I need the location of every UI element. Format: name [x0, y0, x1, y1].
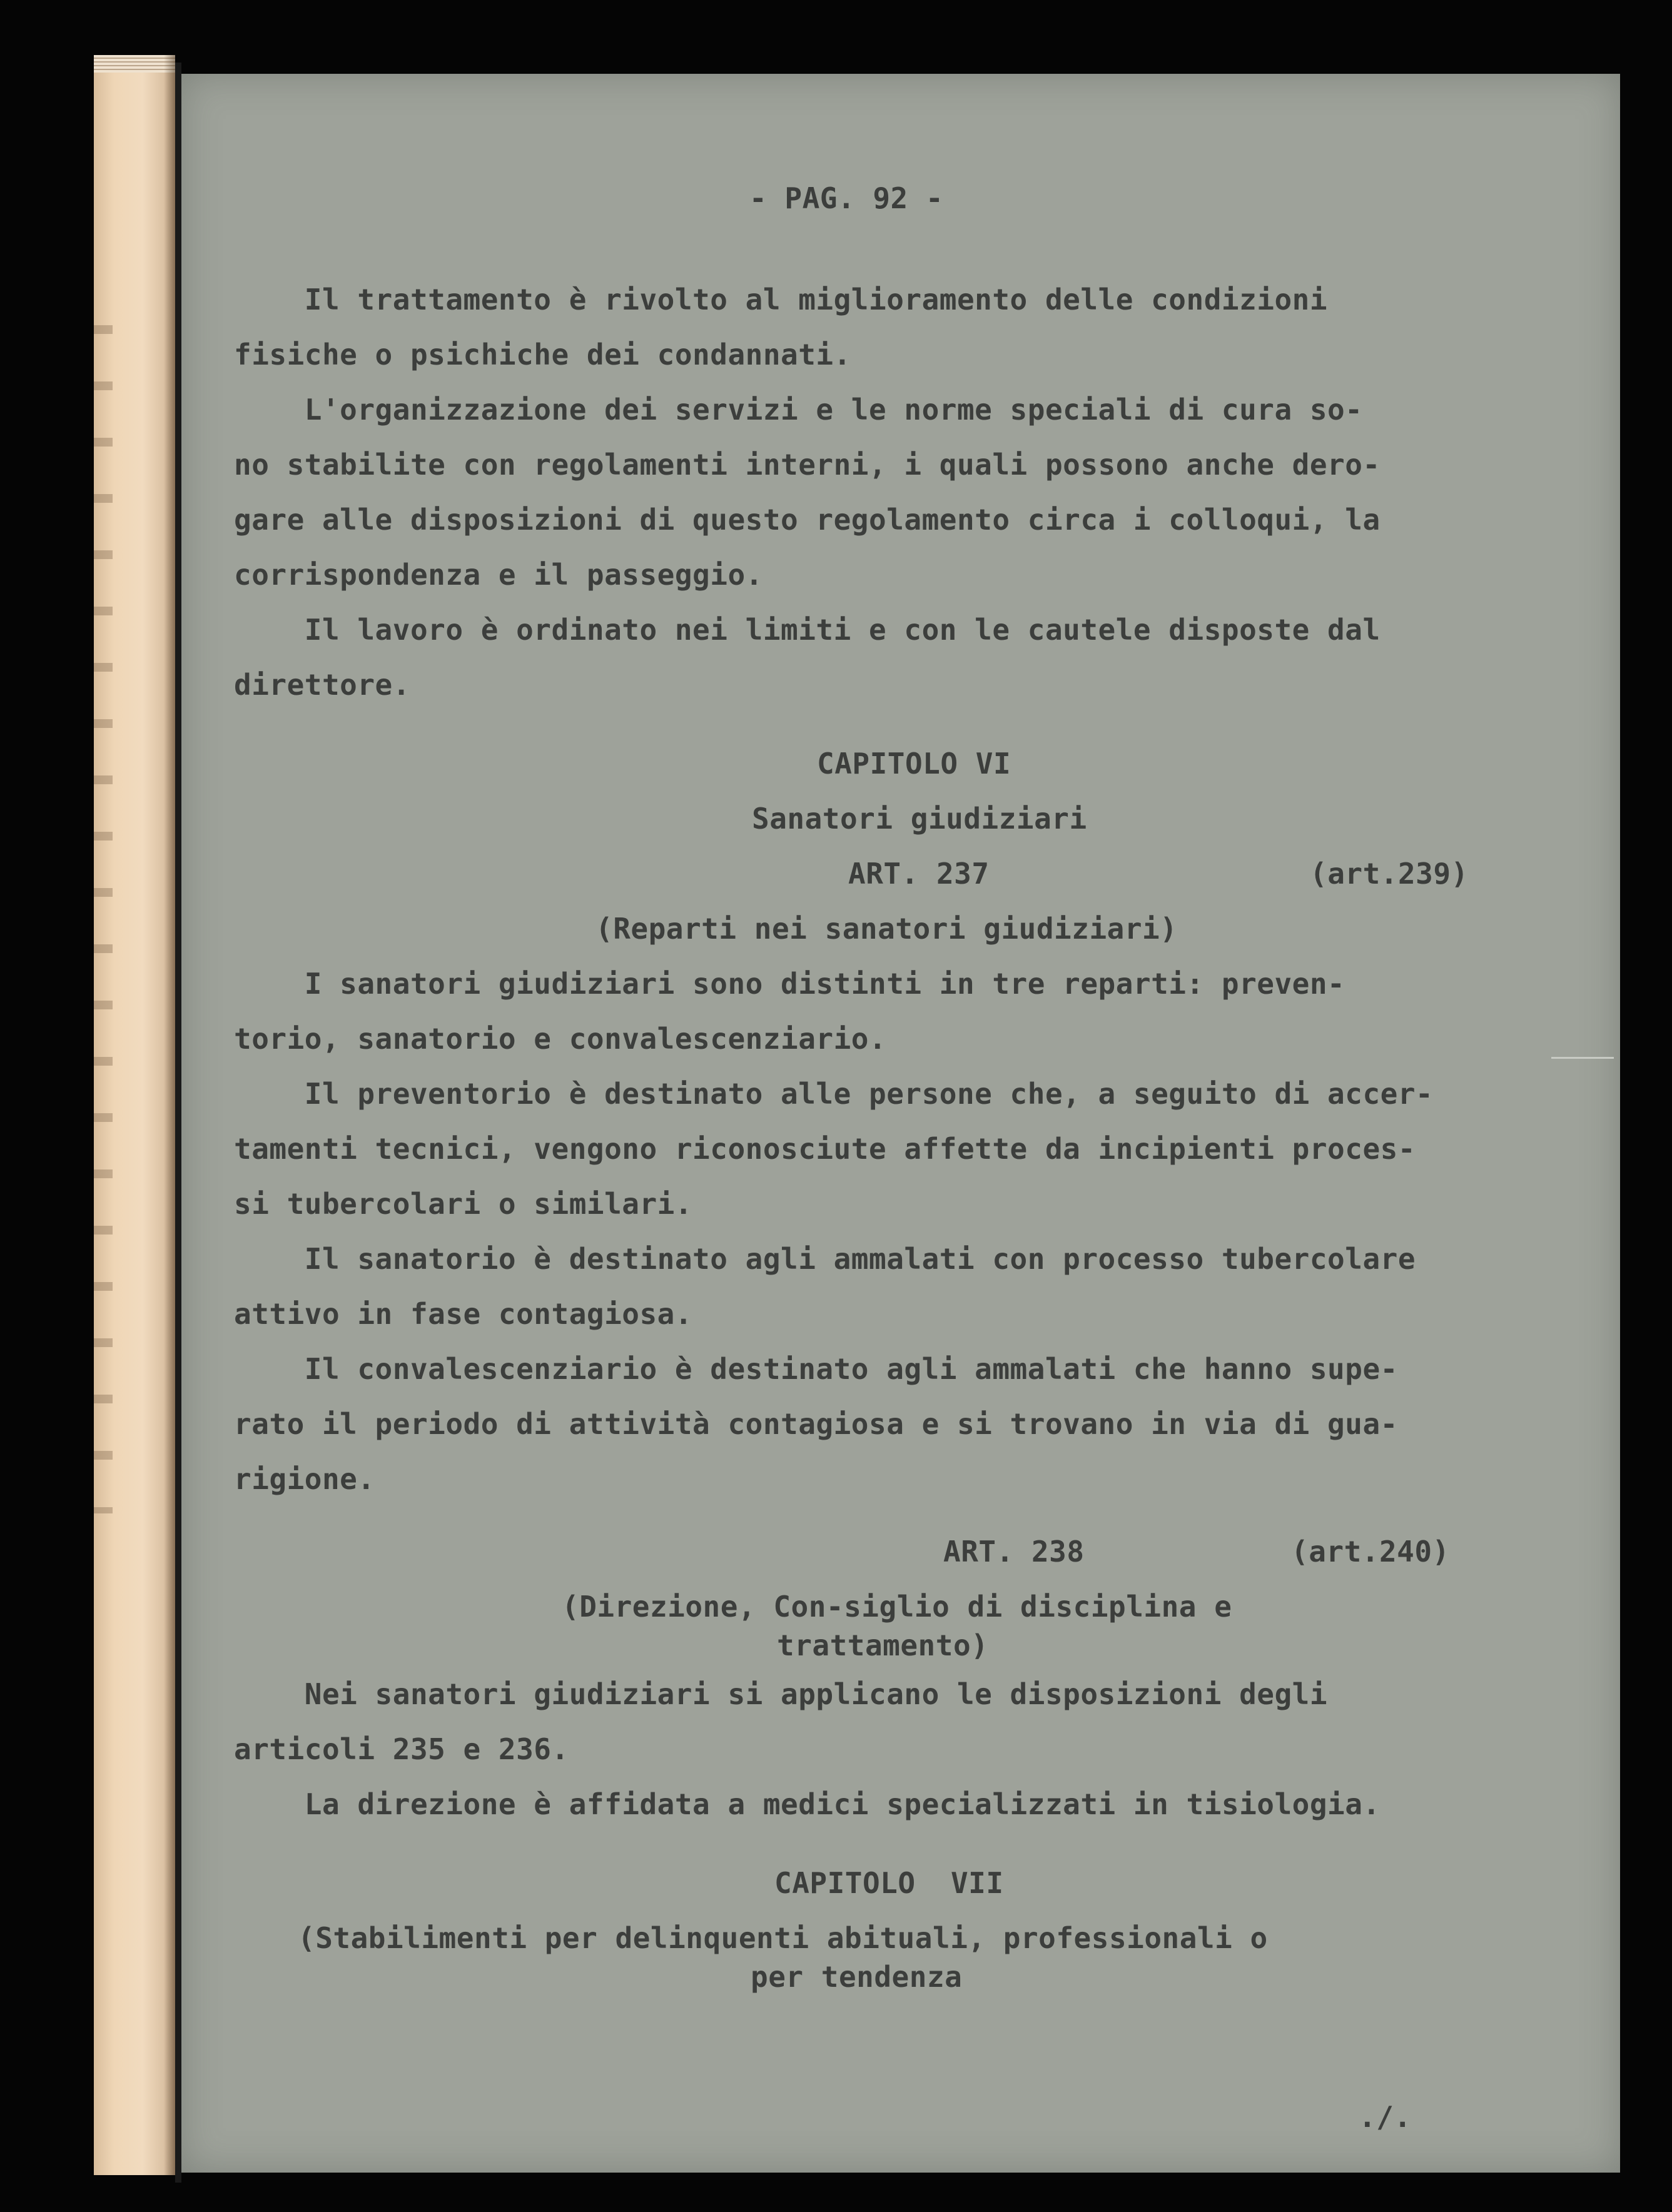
article-237-ref: (art.239): [1310, 857, 1469, 891]
body-line: Il trattamento è rivolto al miglioramento delle condizioni: [234, 283, 1328, 316]
article-line: Il convalescenziario è destinato agli ammalati che hanno supe-: [234, 1352, 1398, 1386]
chapter-6-title: Sanatori giudiziari: [752, 802, 1087, 836]
article-237-number: ART. 237: [848, 857, 990, 891]
stacked-page-edges: [94, 55, 175, 73]
chapter-7-heading: CAPITOLO VII: [774, 1866, 1004, 1900]
article-line: tamenti tecnici, vengono riconosciute affette da incipienti proces-: [234, 1132, 1416, 1166]
article-line: articoli 235 e 236.: [234, 1732, 569, 1766]
bleed-through-marks: [94, 325, 113, 1513]
chapter-7-title-cont: per tendenza: [751, 1960, 963, 1994]
body-line: L'organizzazione dei servizi e le norme speciali di cura so-: [234, 393, 1363, 427]
article-line: rato il periodo di attività contagiosa e si trovano in via di gua-: [234, 1407, 1398, 1441]
article-line: Il preventorio è destinato alle persone che, a seguito di accer-: [234, 1077, 1434, 1111]
article-238-ref: (art.240): [1291, 1535, 1450, 1568]
body-line: corrispondenza e il passeggio.: [234, 558, 763, 592]
body-line: fisiche o psichiche dei condannati.: [234, 338, 851, 371]
article-238-number: ART. 238: [943, 1535, 1085, 1568]
chapter-6-heading: CAPITOLO VI: [817, 747, 1011, 780]
article-line: Il sanatorio è destinato agli ammalati con processo tubercolare: [234, 1242, 1416, 1276]
article-line: Nei sanatori giudiziari si applicano le disposizioni degli: [234, 1677, 1328, 1711]
binding-gutter: [175, 63, 181, 2183]
article-line: torio, sanatorio e convalescenziario.: [234, 1022, 887, 1056]
scan-artifact-line: [1551, 1057, 1614, 1059]
article-line: La direzione è affidata a medici specializzati in tisiologia.: [234, 1787, 1381, 1821]
article-line: attivo in fase contagiosa.: [234, 1297, 693, 1331]
body-line: no stabilite con regolamenti interni, i quali possono anche dero-: [234, 448, 1381, 482]
body-line: gare alle disposizioni di questo regolamento circa i colloqui, la: [234, 503, 1381, 537]
continuation-mark: ./.: [1359, 2100, 1412, 2134]
article-line: rigione.: [234, 1462, 375, 1496]
typewritten-page: [181, 74, 1620, 2173]
page-number: - PAG. 92 -: [749, 181, 944, 215]
chapter-7-title: (Stabilimenti per delinquenti abituali, professionali o: [298, 1921, 1268, 1955]
article-238-subject-cont: trattamento): [777, 1629, 989, 1662]
article-237-subject: (Reparti nei sanatori giudiziari): [595, 912, 1178, 946]
binding-shadow: [164, 55, 175, 2175]
article-238-subject: (Direzione, Con-siglio di disciplina e: [562, 1590, 1232, 1624]
body-line: Il lavoro è ordinato nei limiti e con le cautele disposte dal: [234, 613, 1381, 647]
body-line: direttore.: [234, 668, 410, 702]
article-line: I sanatori giudiziari sono distinti in tre reparti: preven-: [234, 967, 1345, 1001]
article-line: si tubercolari o similari.: [234, 1187, 693, 1221]
